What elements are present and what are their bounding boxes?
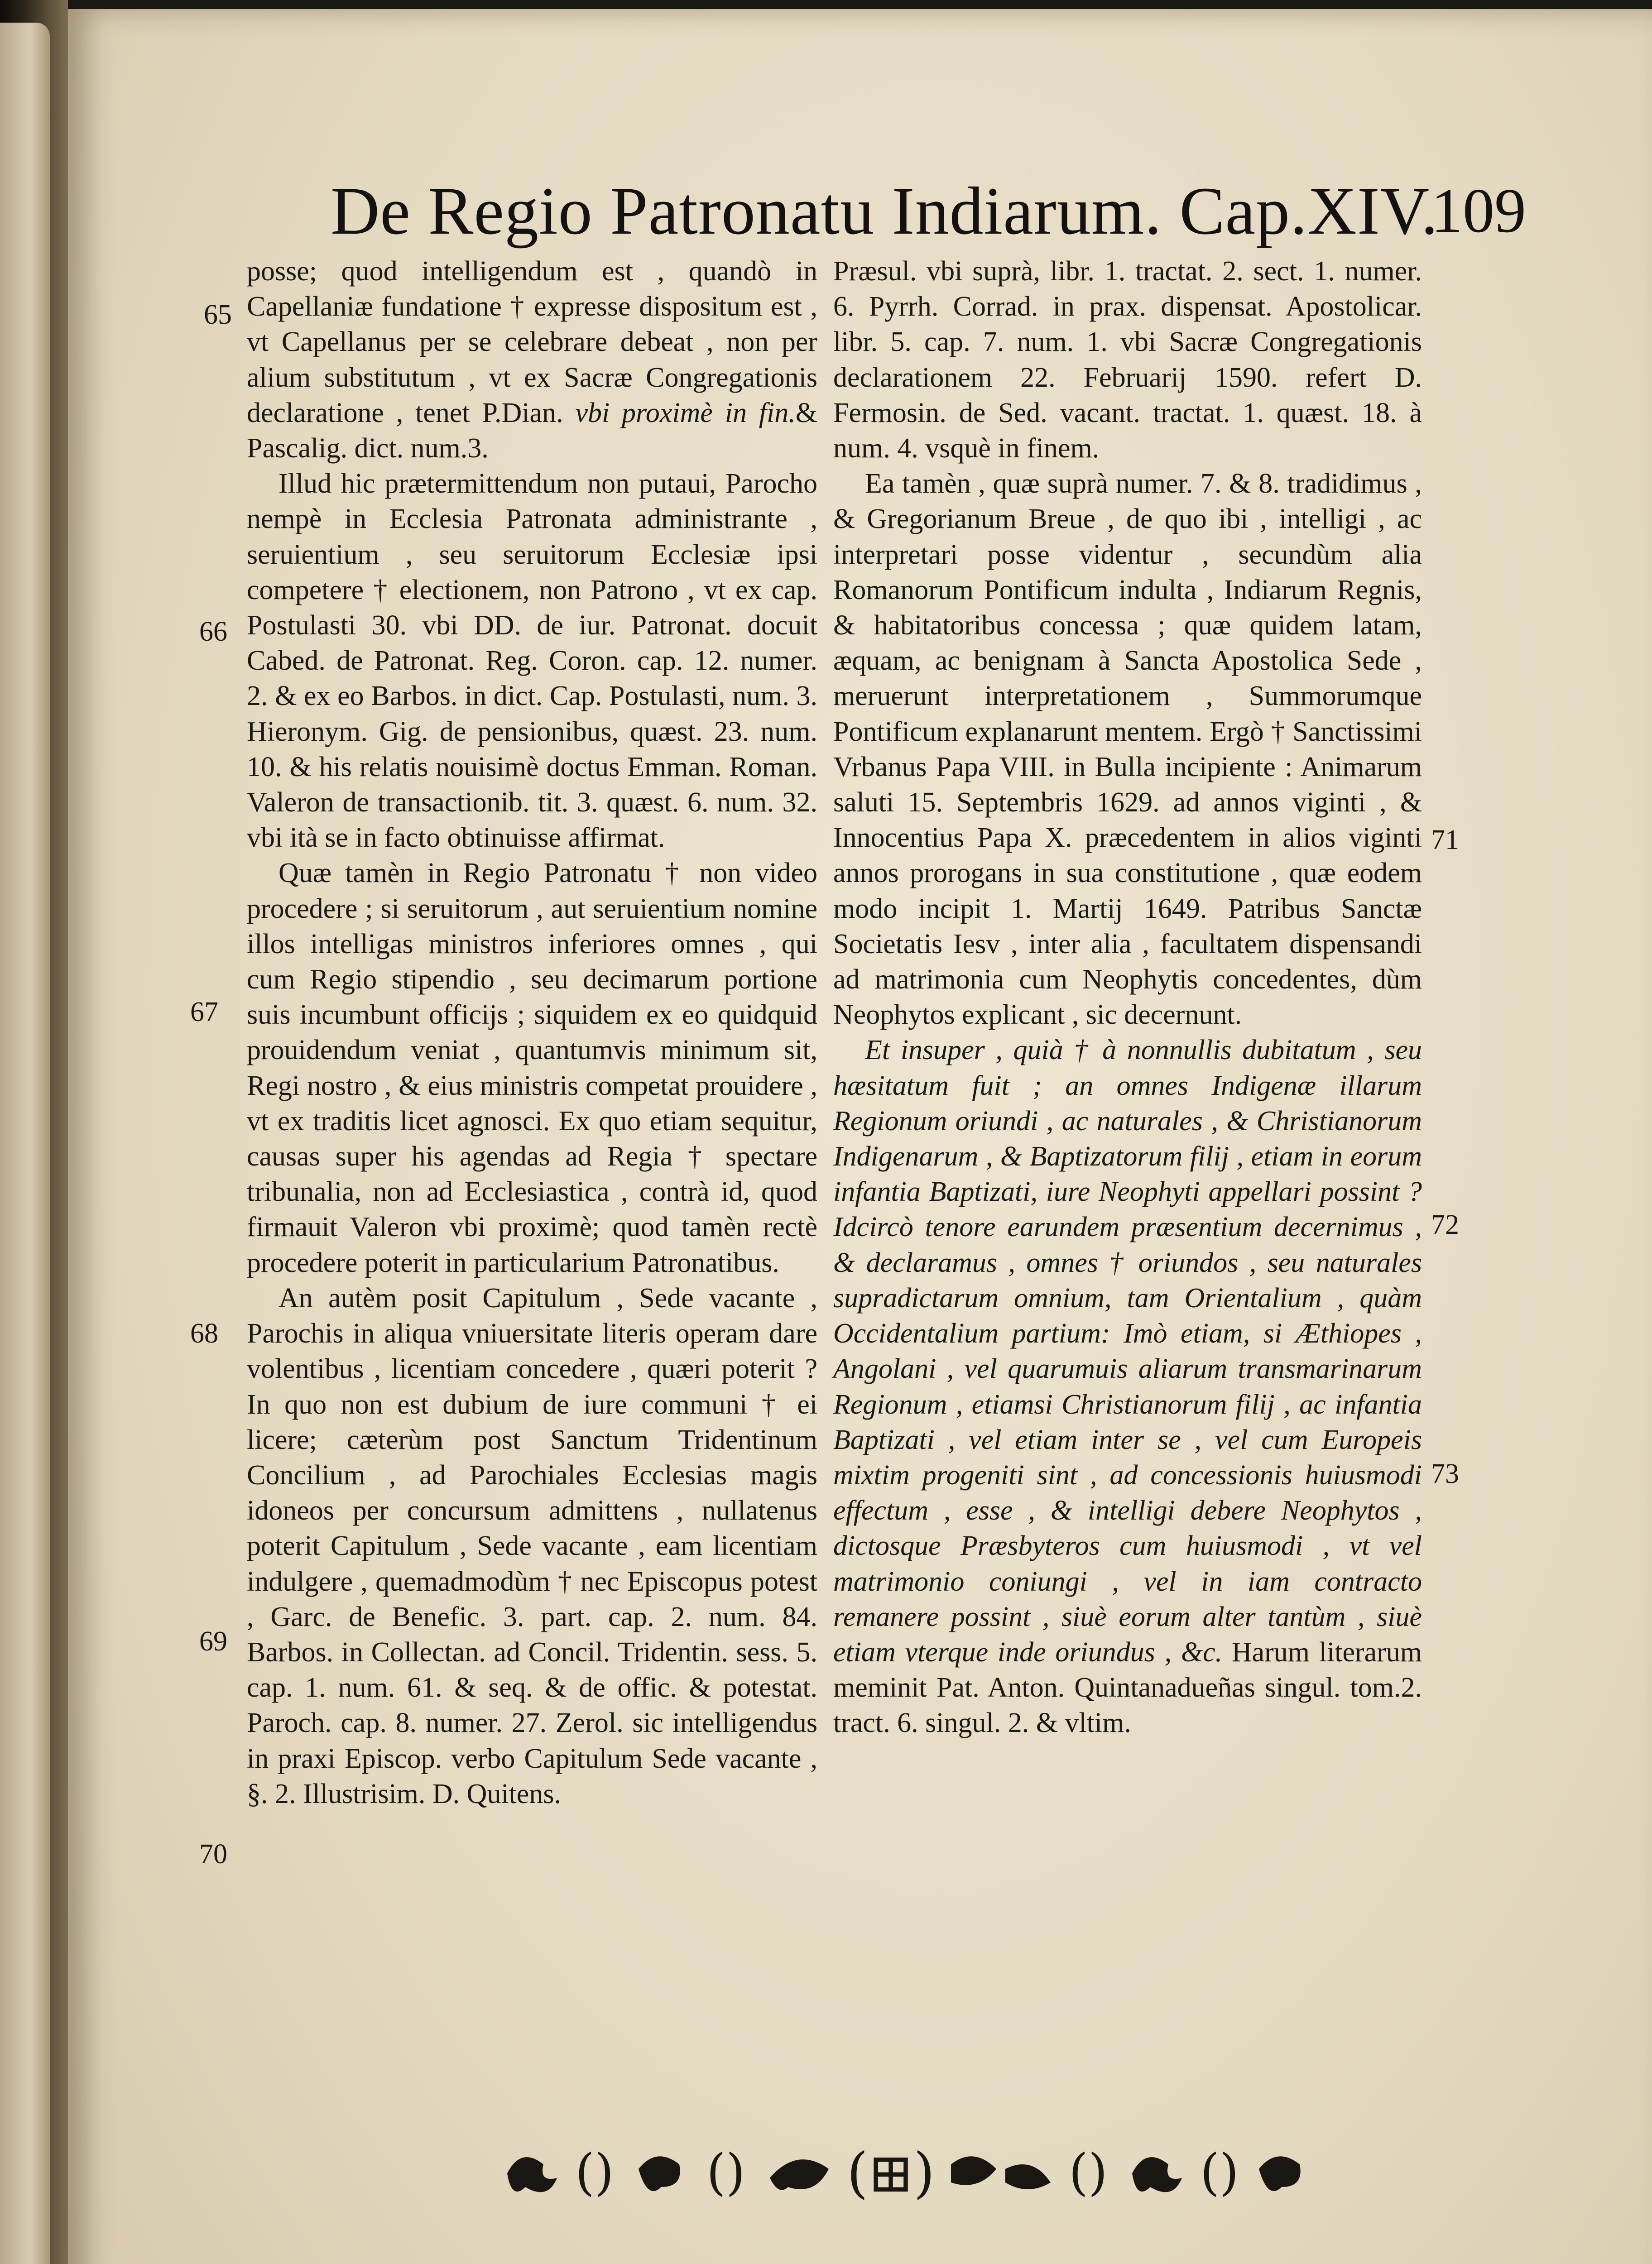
page-number: 109 [1431,176,1526,246]
paragraph: posse; quod intelligendum est , quandò in Capellaniæ fundatione † expresse dispositum est , vt Capellanus per se celebrare debeat , non per alium substitutum , vt ex Sacræ Congregationis declaratione , tenet P.Dian. vbi proximè in fin.& Pascalig. dict. num.3. [247,256,817,464]
margin-number: 71 [1431,825,1459,855]
margin-number: 67 [190,997,218,1027]
left-text-column [247,254,817,1812]
svg-text:(): () [575,2143,614,2201]
paragraph: Quæ tamèn in Regio Patronatu † non video procedere ; si seruitorum , aut seruientium nomine illos intelligas ministros inferiores omnes , qui cum Regio stipendio , seu decimarum portione suis incumbunt officijs ; siquidem ex eo quidquid prouidendum veniat , quantumvis minimum sit, Regi nostro , & eius ministris competat prouidere , vt ex traditis licet agnosci. Ex quo etiam sequitur, causas super his agendas ad Regia † spectare tribunalia, non ad Ecclesiastica , contrà id, quod firmauit Valeron vbi proximè; quod tamèn rectè procedere poterit in particularium Patronatibus. [247,858,817,1278]
paragraph: Præsul. vbi suprà, libr. 1. tractat. 2. sect. 1. numer. 6. Pyrrh. Corrad. in prax. dispensat. Apostolicar. libr. 5. cap. 7. num. 1. vbi Sacræ Congregationis declarationem 22. Februarij 1590. refert D. Fermosin. de Sed. vacant. tractat. 1. quæst. 18. à num. 4. vsquè in finem. [833,256,1422,464]
paragraph: Et insuper , quià † à nonnullis dubitatum , seu hæsitatum fuit ; an omnes Indigenæ illarum Regionum oriundi , ac naturales , & Christianorum Indigenarum , & Baptizatorum filij , etiam in eorum infantia Baptizati, iure Neophyti appellari possint ? Idcircò tenore earundem præsentium decernimus , & declaramus , omnes † oriundos , seu naturales supradictarum omnium, tam Orientalium , quàm Occidentalium partium: Imò etiam, si Æthiopes , Angolani , vel quarumuis aliarum transmarinarum Regionum , etiamsi Christianorum filij , ac infantia Baptizati , vel etiam inter se , vel cum Europeis mixtim progeniti sint , ad concessionis huiusmodi effectum , esse , & intelligi debere Neophytos , dictosque Præsbyteros cum huiusmodi , vt vel matrimonio coniungi , vel in iam contracto remanere possint , siuè eorum alter tantùm , siuè etiam vterque inde oriundus , &c. Harum literarum meminit Pat. Anton. Quintanadueñas singul. tom.2. tract. 6. singul. 2. & vltim. [833,1035,1422,1739]
running-title: De Regio Patronatu Indiarum. Cap.XIV. [331,173,1439,249]
margin-number: 70 [199,1839,227,1870]
margin-number: 73 [1431,1458,1459,1489]
svg-text:(⊞): (⊞) [847,2142,935,2205]
svg-text:(): () [706,2143,745,2201]
paragraph: An autèm posit Capitulum , Sede vacante , Parochis in aliqua vniuersitate literis operam dare volentibus , licentiam concedere , quæri poterit ? In quo non est dubium de iure communi † ei licere; cæterùm post Sanctum Tridentinum Concilium , ad Parochiales Ecclesias magis idoneos per concursum admittens , nullatenus poterit Capitulum , Sede vacante , eam licentiam indulgere , quemadmodùm † nec Episcopus potest , Garc. de Benefic. 3. part. cap. 2. num. 84. Barbos. in Collectan. ad Concil. Tridentin. sess. 5. cap. 1. num. 61. & seq. & de offic. & potestat. Paroch. cap. 8. numer. 27. Zerol. sic intelligendus in praxi Episcop. verbo Capitulum Sede vacante , §. 2. Illustrisim. D. Quitens. [247,1282,817,1809]
margin-number: 69 [199,1626,227,1657]
svg-text:(): () [1200,2143,1239,2201]
paragraph: Ea tamèn , quæ suprà numer. 7. & 8. tradidimus , & Gregorianum Breue , de quo ibi , intelligi , ac interpretari posse videntur , secundùm alia Romanorum Pontificum indulta , Indiarum Regnis, & habitatoribus concessa ; quæ quidem latam, æquam, ac benignam à Sancta Apostolica Sede , meruerunt interpretationem , Summorumque Pontificum explanarunt mentem. Ergò † Sanctissimi Vrbanus Papa VIII. in Bulla incipiente : Animarum saluti 15. Septembris 1629. ad annos viginti , & Innocentius Papa X. præcedentem in alios viginti annos prorogans in sua constitutione , quæ eodem modo incipit 1. Martij 1649. Patribus Sanctæ Societatis Iesv , inter alia , facultatem dispensandi ad matrimonia cum Neophytis concedentes, dùm Neophytos explicant , sic decernunt. [833,468,1422,1031]
right-text-column [833,254,1422,1741]
margin-number: 65 [204,299,232,330]
svg-text:(): () [1069,2143,1108,2201]
book-page [68,9,1652,2264]
margin-number: 66 [199,616,227,647]
previous-page-edge [0,23,50,2264]
margin-number: 72 [1431,1209,1459,1240]
paragraph: Illud hic prætermittendum non putaui, Parocho nempè in Ecclesia Patronata administrante , seruientium , seu seruitorum Ecclesiæ ipsi competere † electionem, non Patrono , vt ex cap. Postulasti 30. vbi DD. de iur. Patronat. docuit Cabed. de Patronat. Reg. Coron. cap. 12. numer. 2. & ex eo Barbos. in dict. Cap. Postulasti, num. 3. Hieronym. Gig. de pensionibus, quæst. 23. num. 10. & his relatis nouisimè doctus Emman. Roman. Valeron de transactionib. tit. 3. quæst. 6. num. 32. vbi ità se in facto obtinuisse affirmat. [247,468,817,854]
printer-ornament [489,2137,1327,2210]
margin-number: 68 [190,1318,218,1349]
